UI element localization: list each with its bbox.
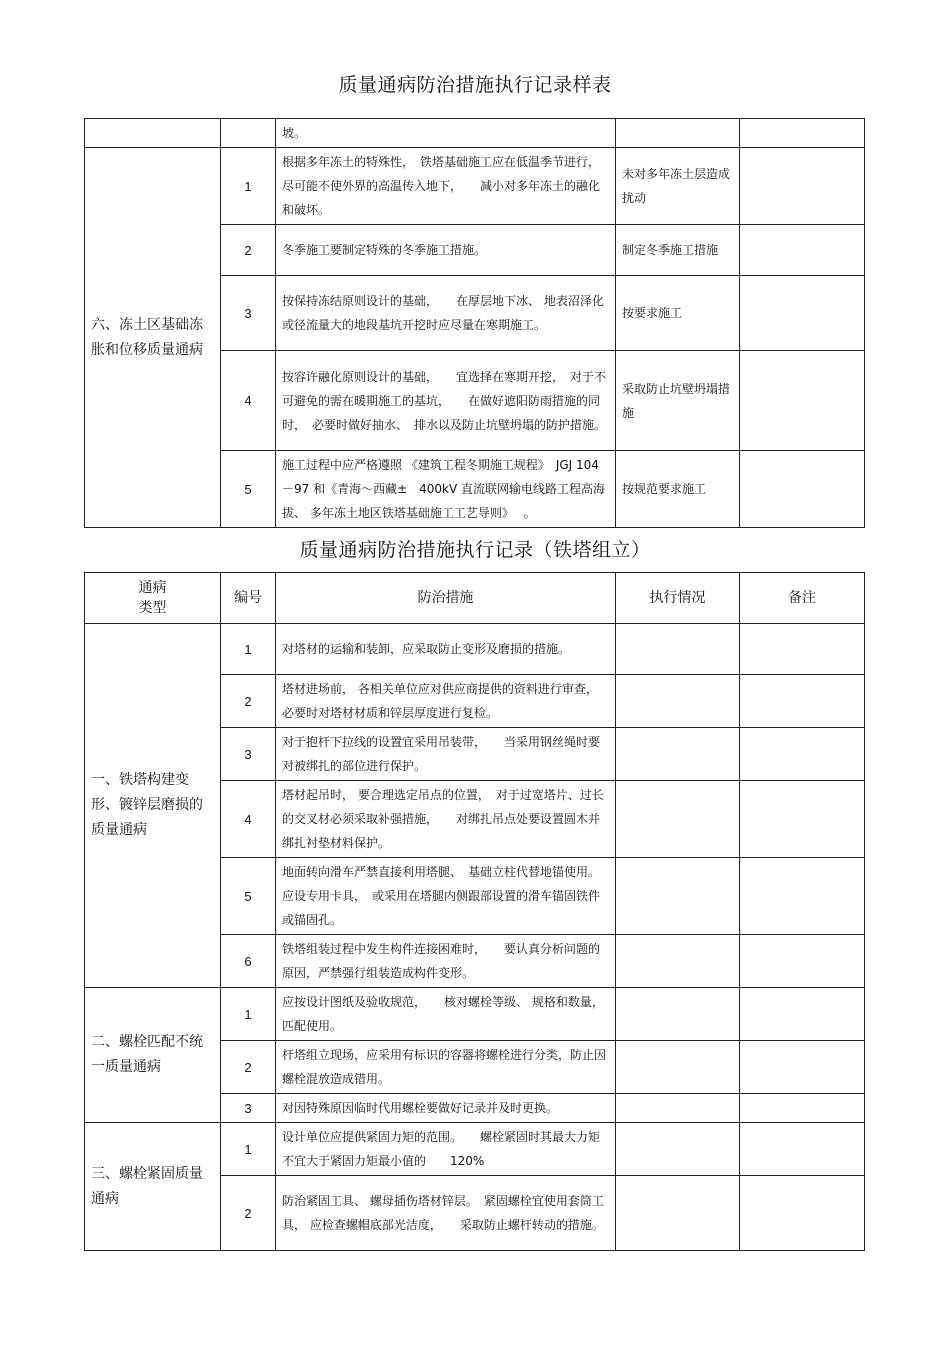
exec-cell: [616, 1041, 740, 1094]
num-cell: 2: [221, 225, 276, 276]
exec-cell: 按规范要求施工: [616, 451, 740, 528]
exec-cell: [616, 728, 740, 781]
measure-cell: 对于抱杆下拉线的设置宜采用吊装带， 当采用钢丝绳时要对被绑扎的部位进行保护。: [276, 728, 616, 781]
exec-cell: 按要求施工: [616, 276, 740, 351]
type-cell: 六、冻土区基础冻胀和位移质量通病: [85, 148, 221, 528]
header-row: [85, 573, 865, 624]
header-exec: 执行情况: [616, 573, 740, 624]
header-measure: 防治措施: [276, 573, 616, 624]
note-cell: [740, 276, 865, 351]
num-cell: 2: [221, 1041, 276, 1094]
num-cell: 3: [221, 728, 276, 781]
num-cell: 4: [221, 781, 276, 858]
exec-cell: [616, 624, 740, 675]
type-cell: 一、铁塔构建变形、镀锌层磨损的质量通病: [85, 624, 221, 988]
num-cell: 3: [221, 276, 276, 351]
measure-cell: 坡。: [276, 119, 616, 148]
measure-cell: 防治紧固工具、 螺母插伤塔材锌层。 紧固螺栓宜使用套筒工具， 应检查螺帽底部光洁度， 采取防止螺杆转动的措施。: [276, 1176, 616, 1251]
num-cell: 3: [221, 1094, 276, 1123]
num-cell: 2: [221, 1176, 276, 1251]
note-cell: [740, 858, 865, 935]
header-note: 备注: [740, 573, 865, 624]
table-row: [85, 624, 865, 675]
measure-cell: 冬季施工要制定特殊的冬季施工措施。: [276, 225, 616, 276]
exec-cell: 采取防止坑壁坍塌措施: [616, 351, 740, 451]
measure-cell: 按保持冻结原则设计的基础， 在厚层地下冰、 地表沼泽化或径流量大的地段基坑开挖时应尽量在寒期施工。: [276, 276, 616, 351]
exec-cell: [616, 675, 740, 728]
page-title: 质量通病防治措施执行记录样表: [338, 74, 612, 96]
table-row: [85, 148, 865, 225]
exec-cell: [616, 988, 740, 1041]
note-cell: [740, 225, 865, 276]
measure-cell: 杆塔组立现场，应采用有标识的容器将螺栓进行分类，防止因螺栓混放造成错用。: [276, 1041, 616, 1094]
measure-cell: 塔材起吊时， 要合理选定吊点的位置， 对于过宽塔片、过长的交叉材必须采取补强措施， 对绑扎吊点处要设置圆木并绑扎衬垫材料保护。: [276, 781, 616, 858]
note-cell: [740, 935, 865, 988]
num-cell: 1: [221, 1123, 276, 1176]
table-row: [85, 1123, 865, 1176]
measure-cell: 按容许融化原则设计的基础， 宜选择在寒期开挖， 对于不可避免的需在暖期施工的基坑， 在做好遮阳防雨措施的同时， 必要时做好抽水、 排水以及防止坑壁坍塌的防护措施。: [276, 351, 616, 451]
record-table-tower-assembly: [84, 572, 865, 1251]
num-cell: 1: [221, 988, 276, 1041]
exec-cell: [616, 1123, 740, 1176]
measure-cell: 根据多年冻土的特殊性， 铁塔基础施工应在低温季节进行，尽可能不使外界的高温传入地下， 减小对多年冻土的融化和破坏。: [276, 148, 616, 225]
exec-cell: 制定冬季施工措施: [616, 225, 740, 276]
type-cell: [85, 119, 221, 148]
note-cell: [740, 988, 865, 1041]
header-type: 通病 类型: [85, 573, 221, 624]
table-row: [85, 119, 865, 148]
note-cell: [740, 351, 865, 451]
note-cell: [740, 1041, 865, 1094]
type-cell: 二、螺栓匹配不统一质量通病: [85, 988, 221, 1123]
record-table-sample: [84, 118, 865, 528]
num-cell: 5: [221, 858, 276, 935]
measure-cell: 应按设计图纸及验收规范， 核对螺栓等级、 规格和数量，匹配使用。: [276, 988, 616, 1041]
measure-cell: 对塔材的运输和装卸，应采取防止变形及磨损的措施。: [276, 624, 616, 675]
num-cell: [221, 119, 276, 148]
note-cell: [740, 1176, 865, 1251]
exec-cell: [616, 1094, 740, 1123]
num-cell: 6: [221, 935, 276, 988]
exec-cell: [616, 119, 740, 148]
note-cell: [740, 451, 865, 528]
note-cell: [740, 728, 865, 781]
type-cell: 三、螺栓紧固质量通病: [85, 1123, 221, 1251]
note-cell: [740, 675, 865, 728]
exec-cell: 未对多年冻土层造成扰动: [616, 148, 740, 225]
num-cell: 4: [221, 351, 276, 451]
num-cell: 2: [221, 675, 276, 728]
note-cell: [740, 1094, 865, 1123]
measure-cell: 设计单位应提供紧固力矩的范围。 螺栓紧固时其最大力矩不宜大于紧固力矩最小值的 120%: [276, 1123, 616, 1176]
note-cell: [740, 781, 865, 858]
table-row: [85, 988, 865, 1041]
exec-cell: [616, 1176, 740, 1251]
measure-cell: 塔材进场前， 各相关单位应对供应商提供的资料进行审查，必要时对塔材材质和锌层厚度进行复检。: [276, 675, 616, 728]
num-cell: 1: [221, 624, 276, 675]
measure-cell: 施工过程中应严格遵照 《建筑工程冬期施工规程》 JGJ 104－97 和《青海～西藏± 400kV 直流联网输电线路工程高海拔、 多年冻土地区铁塔基础施工工艺导则》 。: [276, 451, 616, 528]
note-cell: [740, 119, 865, 148]
num-cell: 1: [221, 148, 276, 225]
exec-cell: [616, 858, 740, 935]
header-num: 编号: [221, 573, 276, 624]
num-cell: 5: [221, 451, 276, 528]
section-title: 质量通病防治措施执行记录（铁塔组立）: [299, 539, 651, 561]
measure-cell: 对因特殊原因临时代用螺栓要做好记录并及时更换。: [276, 1094, 616, 1123]
exec-cell: [616, 935, 740, 988]
note-cell: [740, 624, 865, 675]
measure-cell: 地面转向滑车严禁直接利用塔腿、 基础立柱代替地锚使用。应设专用卡具， 或采用在塔腿内侧跟部设置的滑车锚固铁件或锚固孔。: [276, 858, 616, 935]
note-cell: [740, 148, 865, 225]
note-cell: [740, 1123, 865, 1176]
measure-cell: 铁塔组装过程中发生构件连接困难时， 要认真分析问题的原因，严禁强行组装造成构件变形。: [276, 935, 616, 988]
exec-cell: [616, 781, 740, 858]
